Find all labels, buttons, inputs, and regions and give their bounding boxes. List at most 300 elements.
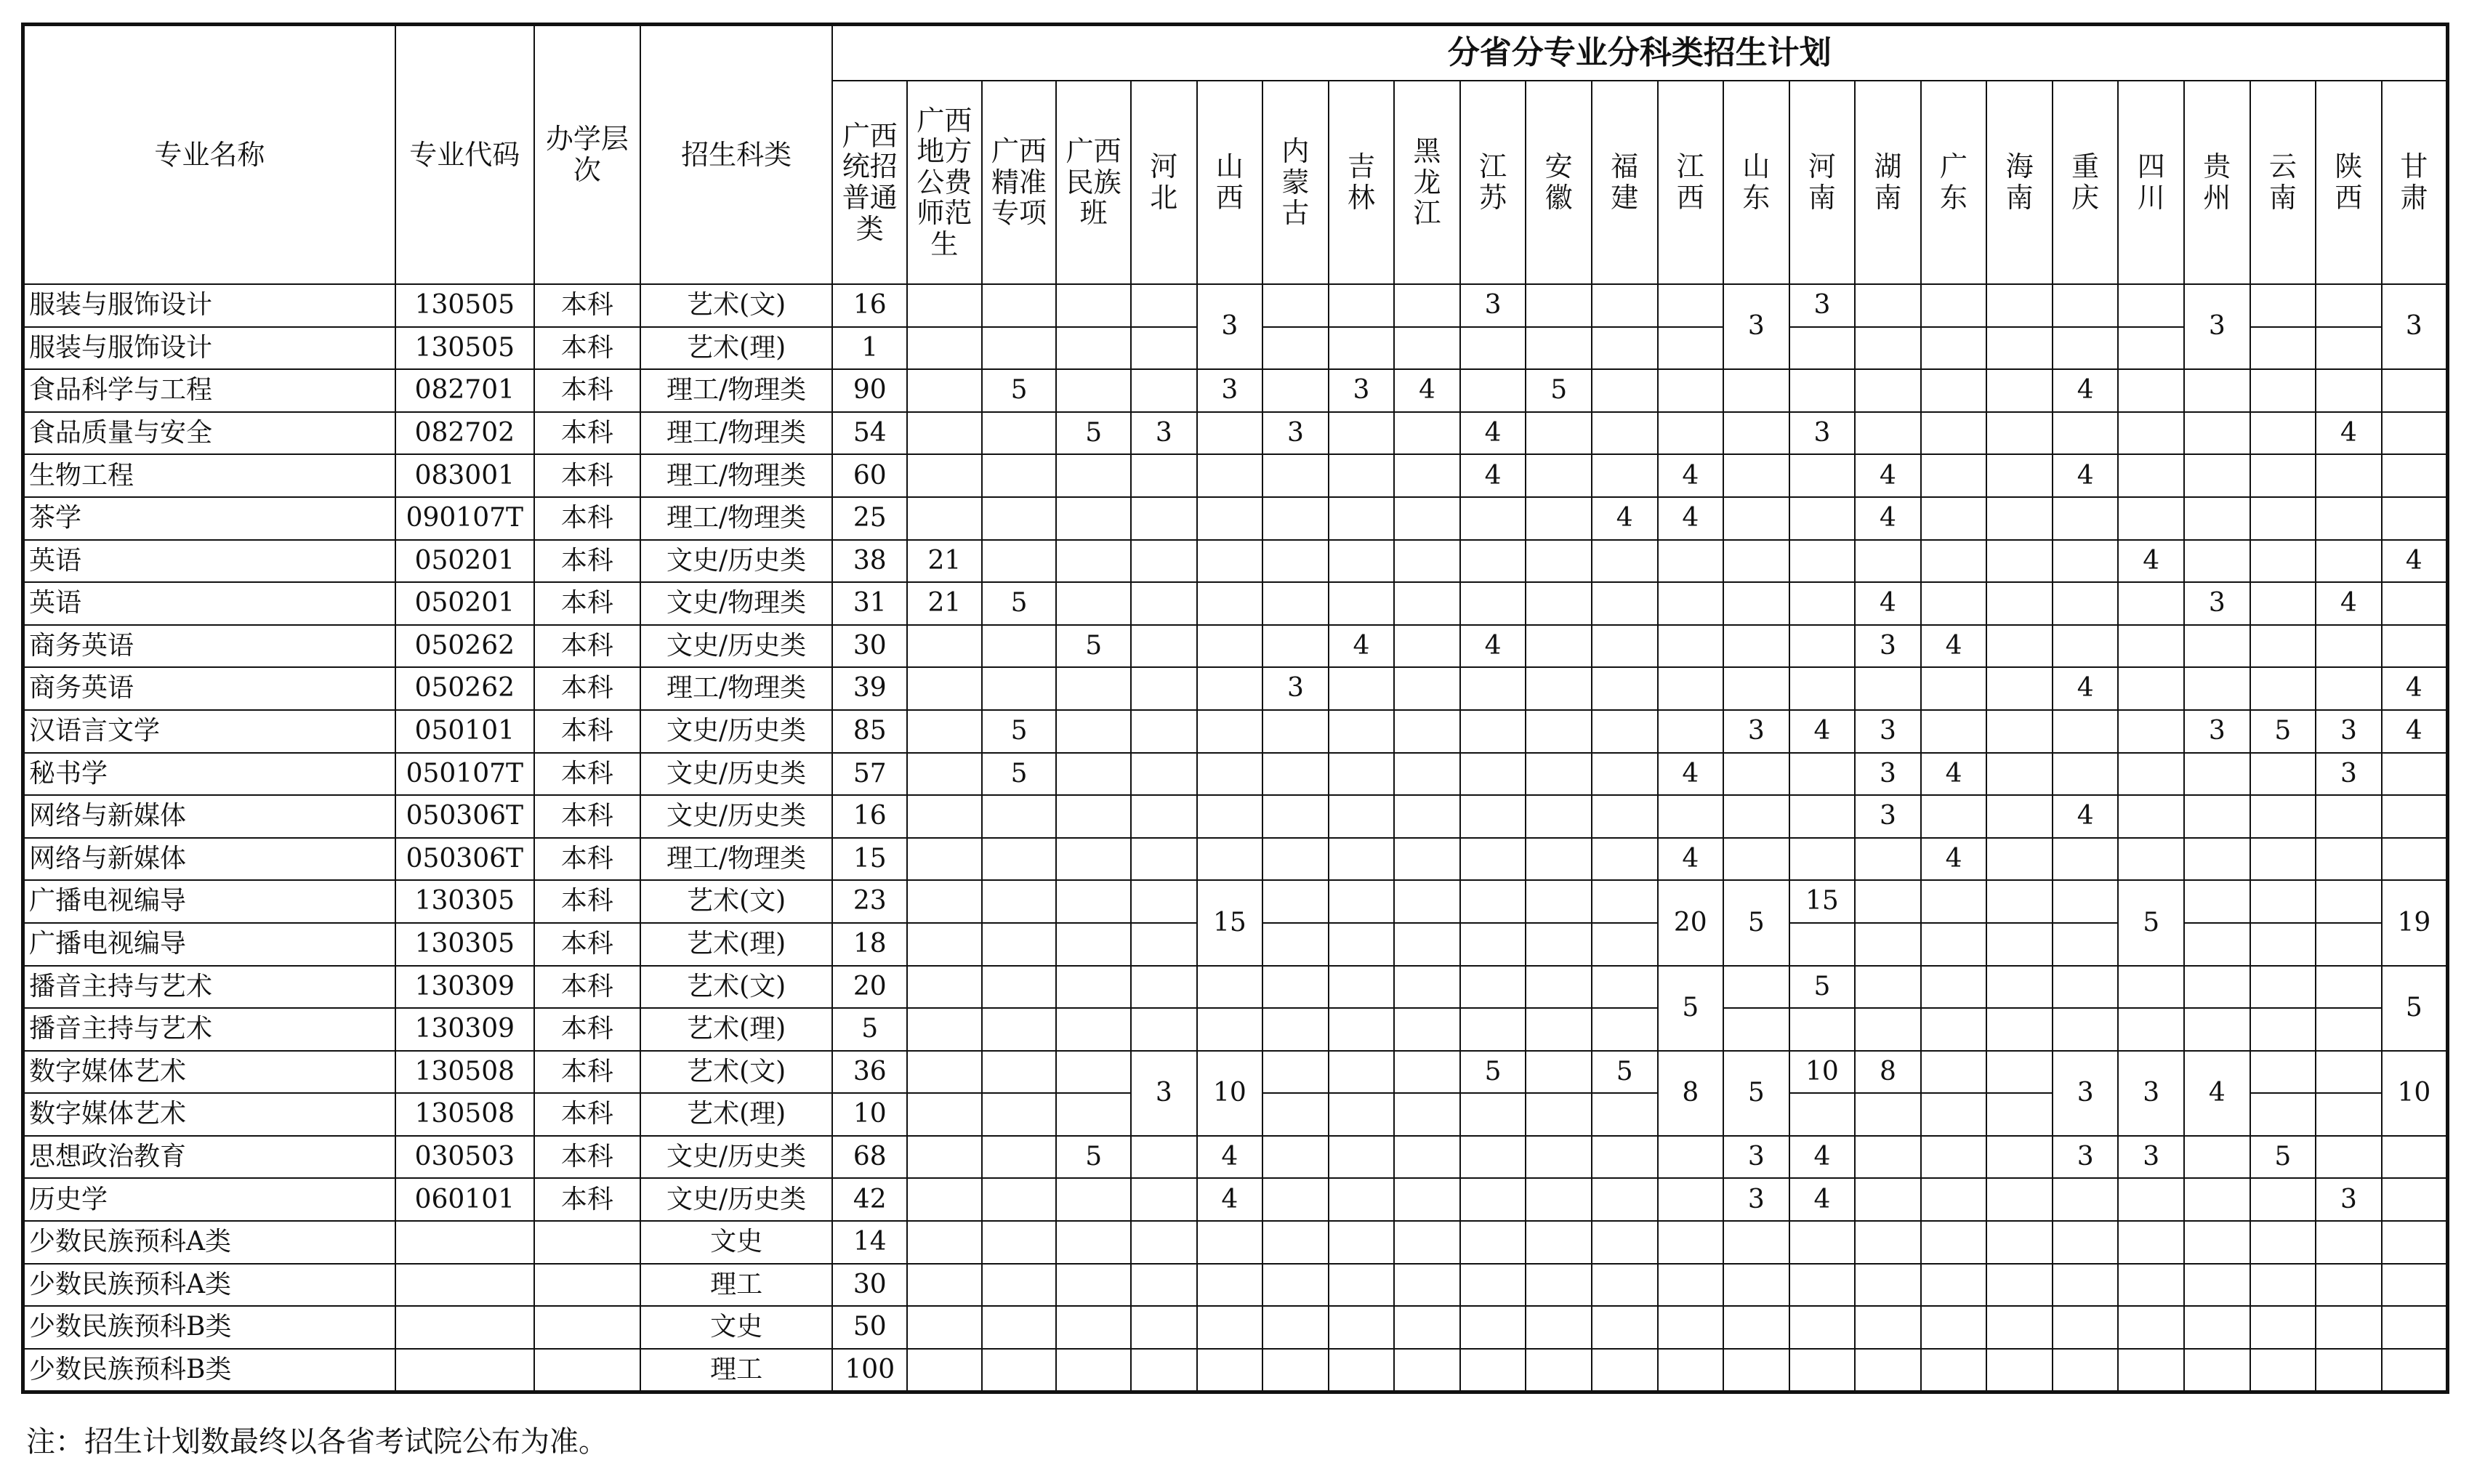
plan-value-cell: 3 [1262,412,1329,455]
subject-cell: 理工/物理类 [640,838,833,881]
plan-value-cell [2118,1221,2184,1264]
plan-value-cell [1460,1306,1526,1349]
level-cell: 本科 [534,880,640,923]
major-code-cell: 130309 [395,966,534,1009]
plan-value-cell [1986,923,2053,966]
major-code-cell [395,1264,534,1307]
plan-value-cell [2382,369,2448,412]
level-cell: 本科 [534,454,640,497]
plan-value-cell [1056,966,1131,1009]
plan-value-cell [2184,1349,2250,1392]
plan-value-cell [2053,923,2119,966]
plan-value-cell [982,838,1057,881]
plan-value-cell [1329,540,1395,583]
plan-value-cell [2053,582,2119,625]
plan-value-cell [1056,838,1131,881]
plan-value-cell [2250,1051,2316,1094]
plan-value-cell [1394,1008,1460,1051]
plan-value-cell [1131,1264,1197,1307]
table-row [23,1264,2448,1307]
table-row [23,1306,2448,1349]
plan-value-cell [1986,582,2053,625]
plan-value-cell [1394,753,1460,796]
plan-value-cell [2382,838,2448,881]
plan-value-cell [1262,966,1329,1009]
plan-value-cell: 5 [2382,966,2448,1051]
plan-value-cell [907,667,982,710]
plan-value-cell: 5 [1526,369,1592,412]
plan-value-cell [1855,1221,1921,1264]
plan-value-cell [2184,667,2250,710]
plan-value-cell: 100 [832,1349,907,1392]
plan-value-cell [982,540,1057,583]
plan-value-cell [2118,582,2184,625]
subject-cell: 艺术(文) [640,1051,833,1094]
plan-value-cell [1460,923,1526,966]
plan-value-cell [1986,1178,2053,1221]
plan-value-cell [2053,540,2119,583]
plan-value-cell [2250,1178,2316,1221]
plan-value-cell [1460,710,1526,753]
plan-value-cell [1658,327,1724,370]
plan-value-cell: 10 [1197,1051,1263,1136]
plan-value-cell [1394,838,1460,881]
plan-value-cell: 23 [832,880,907,923]
plan-value-cell [1197,1349,1263,1392]
subject-cell: 艺术(文) [640,880,833,923]
plan-value-cell: 4 [2382,710,2448,753]
plan-value-cell [1056,1093,1131,1136]
plan-value-cell [2053,327,2119,370]
plan-value-cell [1394,327,1460,370]
plan-value-cell [1329,880,1395,923]
plan-value-cell [2184,966,2250,1009]
plan-value-cell [1921,795,1987,838]
plan-value-cell: 4 [2184,1051,2250,1136]
plan-value-cell: 4 [1658,753,1724,796]
plan-value-cell [1789,1221,1856,1264]
plan-value-cell [1394,412,1460,455]
plan-value-cell: 18 [832,923,907,966]
plan-value-cell [1262,923,1329,966]
plan-value-cell [2053,1221,2119,1264]
plan-value-cell [1394,1221,1460,1264]
plan-value-cell [2316,1264,2382,1307]
plan-value-cell [2382,1264,2448,1307]
major-code-cell: 050262 [395,667,534,710]
plan-value-cell [1329,497,1395,540]
plan-value-cell [2118,667,2184,710]
header-major-name: 专业名称 [23,25,395,285]
plan-value-cell [2316,284,2382,327]
plan-value-cell [2316,1349,2382,1392]
plan-value-cell [1658,284,1724,327]
plan-value-cell [1131,1136,1197,1179]
plan-value-cell: 3 [2118,1136,2184,1179]
column-header-16: 广 东 [1921,81,1987,284]
plan-value-cell [1592,369,1658,412]
plan-value-cell: 60 [832,454,907,497]
level-cell: 本科 [534,1051,640,1094]
plan-value-cell [1789,1264,1856,1307]
plan-value-cell [1131,966,1197,1009]
plan-value-cell [1592,327,1658,370]
plan-value-cell [2184,795,2250,838]
plan-value-cell [1262,1178,1329,1221]
plan-value-cell: 5 [1056,1136,1131,1179]
plan-value-cell [1986,497,2053,540]
major-code-cell: 050201 [395,540,534,583]
plan-value-cell [1329,284,1395,327]
plan-value-cell [1460,497,1526,540]
plan-value-cell: 3 [2118,1051,2184,1136]
plan-value-cell [1592,1008,1658,1051]
plan-value-cell [1526,1051,1592,1094]
table-row [23,454,2448,497]
plan-value-cell [907,753,982,796]
plan-value-cell [1986,369,2053,412]
plan-value-cell [907,1349,982,1392]
plan-value-cell [1986,880,2053,923]
plan-value-cell [2053,966,2119,1009]
plan-value-cell [1921,1051,1987,1094]
plan-value-cell [1056,923,1131,966]
major-name-cell: 播音主持与艺术 [23,1008,395,1051]
plan-value-cell [2250,497,2316,540]
major-code-cell: 130505 [395,327,534,370]
subject-cell: 理工/物理类 [640,667,833,710]
plan-value-cell: 4 [1789,1178,1856,1221]
plan-value-cell: 4 [1921,753,1987,796]
plan-value-cell [1658,625,1724,668]
plan-value-cell [1526,582,1592,625]
plan-value-cell [1723,540,1789,583]
plan-value-cell: 8 [1855,1051,1921,1094]
subject-cell: 文史 [640,1221,833,1264]
plan-value-cell [1262,710,1329,753]
plan-value-cell: 15 [832,838,907,881]
major-name-cell: 网络与新媒体 [23,795,395,838]
plan-value-cell: 30 [832,625,907,668]
plan-value-cell [1329,1093,1395,1136]
plan-value-cell [1056,1306,1131,1349]
plan-value-cell [982,412,1057,455]
plan-value-cell: 4 [2382,540,2448,583]
plan-value-cell [1986,1349,2053,1392]
plan-value-cell: 4 [2118,540,2184,583]
plan-value-cell [1986,838,2053,881]
plan-value-cell [907,1051,982,1094]
subject-cell: 理工/物理类 [640,412,833,455]
column-header-8: 黑 龙 江 [1394,81,1460,284]
plan-value-cell [1921,1221,1987,1264]
plan-value-cell [1056,795,1131,838]
column-header-9: 江 苏 [1460,81,1526,284]
plan-value-cell [1855,1178,1921,1221]
plan-value-cell: 3 [2316,1178,2382,1221]
plan-value-cell [1855,1306,1921,1349]
plan-value-cell [1197,540,1263,583]
table-row [23,1178,2448,1221]
plan-value-cell [1394,667,1460,710]
plan-value-cell [982,1008,1057,1051]
plan-value-cell [1460,753,1526,796]
plan-value-cell [1460,1136,1526,1179]
plan-value-cell [1460,1221,1526,1264]
plan-value-cell [1394,1093,1460,1136]
plan-value-cell [1789,795,1856,838]
plan-value-cell [1262,1264,1329,1307]
plan-value-cell [1789,1093,1856,1136]
major-code-cell [395,1349,534,1392]
plan-value-cell: 4 [1329,625,1395,668]
column-header-19: 四 川 [2118,81,2184,284]
plan-value-cell [2250,625,2316,668]
plan-value-cell [907,710,982,753]
table-row [23,497,2448,540]
subject-cell: 理工 [640,1349,833,1392]
table-row [23,1136,2448,1179]
plan-value-cell [2118,454,2184,497]
major-name-cell: 商务英语 [23,625,395,668]
plan-value-cell [1986,327,2053,370]
plan-value-cell [1592,838,1658,881]
plan-value-cell [1658,540,1724,583]
plan-value-cell [1658,667,1724,710]
plan-value-cell [1394,1306,1460,1349]
plan-value-cell [1197,1306,1263,1349]
plan-value-cell [1460,540,1526,583]
level-cell: 本科 [534,923,640,966]
plan-value-cell [1262,284,1329,327]
plan-value-cell: 20 [1658,880,1724,965]
plan-value-cell [2382,412,2448,455]
plan-value-cell [1921,327,1987,370]
plan-value-cell: 4 [2053,369,2119,412]
table-row [23,795,2448,838]
plan-value-cell [1460,795,1526,838]
plan-value-cell [2184,625,2250,668]
plan-value-cell [1197,710,1263,753]
major-code-cell: 130508 [395,1093,534,1136]
plan-value-cell [2316,327,2382,370]
level-cell: 本科 [534,625,640,668]
plan-value-cell [2053,838,2119,881]
plan-value-cell [1526,923,1592,966]
subject-cell: 理工 [640,1264,833,1307]
plan-value-cell [2184,1306,2250,1349]
major-name-cell: 数字媒体艺术 [23,1051,395,1094]
plan-value-cell [982,1051,1057,1094]
plan-value-cell [2184,369,2250,412]
table-row [23,284,2448,327]
major-code-cell: 030503 [395,1136,534,1179]
plan-value-cell: 3 [1329,369,1395,412]
subject-cell: 理工/物理类 [640,369,833,412]
plan-value-cell [907,1008,982,1051]
plan-value-cell [2250,412,2316,455]
plan-value-cell [1197,753,1263,796]
plan-value-cell [1526,795,1592,838]
table-row [23,369,2448,412]
major-name-cell: 数字媒体艺术 [23,1093,395,1136]
level-cell [534,1264,640,1307]
plan-value-cell [1855,880,1921,923]
plan-value-cell: 5 [982,710,1057,753]
plan-value-cell: 4 [1592,497,1658,540]
plan-value-cell [2250,1221,2316,1264]
plan-value-cell [1658,1221,1724,1264]
plan-value-cell [1723,582,1789,625]
column-header-2: 广西 精准 专项 [982,81,1057,284]
plan-value-cell [1056,1264,1131,1307]
plan-value-cell [982,1093,1057,1136]
major-name-cell: 少数民族预科A类 [23,1221,395,1264]
plan-value-cell [1921,497,1987,540]
plan-value-cell [1329,923,1395,966]
plan-value-cell [1789,1306,1856,1349]
plan-value-cell [1056,1178,1131,1221]
plan-value-cell: 4 [1197,1178,1263,1221]
plan-value-cell [2316,1051,2382,1094]
plan-value-cell [1592,1178,1658,1221]
plan-value-cell [2382,1306,2448,1349]
table-row [23,838,2448,881]
plan-value-cell [1921,923,1987,966]
plan-value-cell [1262,1051,1329,1094]
plan-value-cell [1855,540,1921,583]
plan-value-cell [1526,284,1592,327]
column-header-11: 福 建 [1592,81,1658,284]
plan-value-cell: 3 [1460,284,1526,327]
plan-value-cell [982,1136,1057,1179]
plan-value-cell [1986,1306,2053,1349]
plan-value-cell [1789,753,1856,796]
subject-cell: 艺术(文) [640,966,833,1009]
plan-value-cell: 4 [2316,412,2382,455]
plan-value-cell [1056,454,1131,497]
plan-value-cell [1789,625,1856,668]
plan-value-cell [982,1264,1057,1307]
plan-value-cell [1197,1008,1263,1051]
plan-value-cell [1197,795,1263,838]
plan-value-cell [907,625,982,668]
plan-value-cell [1921,1008,1987,1051]
plan-value-cell [1855,327,1921,370]
plan-value-cell [1262,1306,1329,1349]
plan-value-cell [982,625,1057,668]
level-cell: 本科 [534,284,640,327]
plan-value-cell: 5 [1056,412,1131,455]
plan-value-cell [1526,1264,1592,1307]
plan-value-cell [1131,1306,1197,1349]
plan-value-cell [2184,497,2250,540]
plan-value-cell [2118,1349,2184,1392]
plan-value-cell [1329,1008,1395,1051]
major-code-cell [395,1221,534,1264]
plan-value-cell [1329,753,1395,796]
plan-value-cell: 21 [907,540,982,583]
plan-value-cell [1329,838,1395,881]
plan-value-cell [2250,1349,2316,1392]
plan-value-cell: 4 [1460,412,1526,455]
plan-value-cell: 20 [832,966,907,1009]
major-name-cell: 播音主持与艺术 [23,966,395,1009]
plan-value-cell [2316,625,2382,668]
plan-value-cell: 10 [2382,1051,2448,1136]
plan-value-cell: 10 [832,1093,907,1136]
plan-value-cell: 85 [832,710,907,753]
plan-value-cell [1526,1008,1592,1051]
plan-value-cell: 3 [1131,412,1197,455]
plan-value-cell: 15 [1789,880,1856,923]
level-cell: 本科 [534,1178,640,1221]
subject-cell: 艺术(理) [640,1008,833,1051]
plan-value-cell [1056,1008,1131,1051]
column-header-1: 广西 地方 公费 师范 生 [907,81,982,284]
plan-value-cell: 4 [1855,497,1921,540]
level-cell: 本科 [534,838,640,881]
plan-value-cell [2184,1221,2250,1264]
plan-value-cell [1329,1136,1395,1179]
plan-value-cell: 3 [1197,284,1263,369]
plan-value-cell [1526,966,1592,1009]
table-row [23,880,2448,923]
plan-value-cell [1262,582,1329,625]
plan-value-cell [1921,1264,1987,1307]
plan-value-cell: 30 [832,1264,907,1307]
plan-value-cell [1131,369,1197,412]
level-cell: 本科 [534,412,640,455]
plan-value-cell [1394,625,1460,668]
plan-value-cell [1855,1093,1921,1136]
plan-value-cell [1197,838,1263,881]
plan-value-cell [2053,1178,2119,1221]
major-code-cell: 050107T [395,753,534,796]
level-cell: 本科 [534,1008,640,1051]
plan-value-cell [1526,1349,1592,1392]
plan-value-cell [1921,412,1987,455]
plan-value-cell [1262,1349,1329,1392]
plan-value-cell: 15 [1197,880,1263,965]
major-name-cell: 广播电视编导 [23,880,395,923]
major-name-cell: 服装与服饰设计 [23,284,395,327]
plan-value-cell [1658,710,1724,753]
plan-value-cell [1789,838,1856,881]
column-header-22: 陕 西 [2316,81,2382,284]
plan-value-cell [1592,454,1658,497]
plan-value-cell [1394,966,1460,1009]
plan-value-cell [1592,795,1658,838]
plan-value-cell [1986,795,2053,838]
plan-value-cell [1855,284,1921,327]
plan-value-cell [1526,880,1592,923]
plan-value-cell [2184,753,2250,796]
plan-value-cell [1329,582,1395,625]
plan-value-cell [2053,412,2119,455]
column-header-0: 广西 统招 普通 类 [832,81,907,284]
plan-value-cell [1131,1178,1197,1221]
plan-value-cell [1723,625,1789,668]
plan-value-cell [1460,582,1526,625]
major-code-cell: 082702 [395,412,534,455]
plan-value-cell [907,1136,982,1179]
plan-value-cell: 3 [1855,795,1921,838]
plan-value-cell [2316,795,2382,838]
plan-value-cell [1197,582,1263,625]
plan-value-cell [1131,284,1197,327]
plan-value-cell [2053,1264,2119,1307]
